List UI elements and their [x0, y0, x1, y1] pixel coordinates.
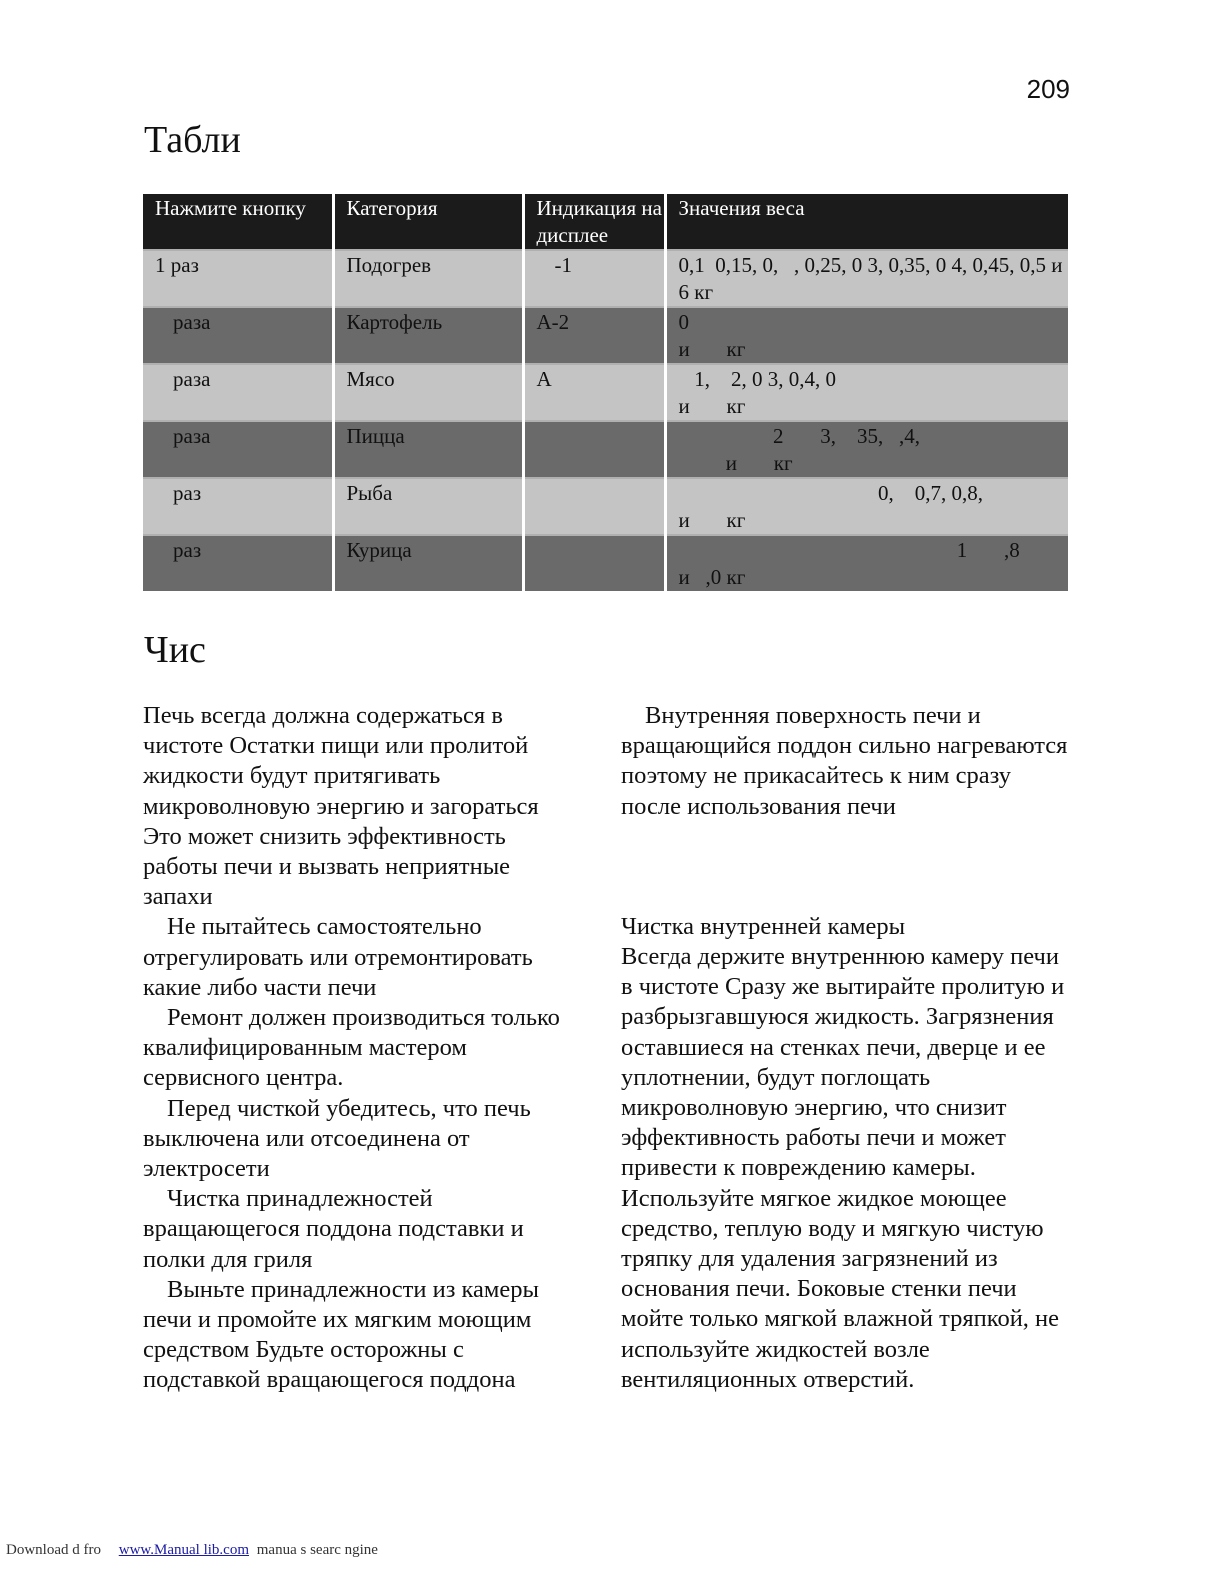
right-text-column: [621, 701, 1071, 1395]
table-row: [143, 250, 1068, 307]
weight-table: [143, 194, 1084, 591]
paragraph: Перед чисткой убедитесь, что печь выключена или отсоединена от электросети: [143, 1094, 531, 1183]
cleaning-section-title: Чис: [144, 629, 206, 671]
header-display: Индикация на дисплее: [523, 194, 665, 250]
header-press-button: Нажмите кнопку: [143, 194, 333, 250]
cell-category: Курица: [333, 535, 523, 591]
table-row: [143, 535, 1068, 591]
footer-prefix: Download d fro: [6, 1542, 101, 1558]
cell-category: Мясо: [333, 364, 523, 421]
table-section-title: Табли: [144, 119, 241, 161]
cell-weights: 0,1 0,15, 0, , 0,25, 0 3, 0,35, 0 4, 0,45, 0,5 и 6 кг: [665, 250, 1068, 307]
footer: [6, 1542, 378, 1559]
table-row: [143, 364, 1068, 421]
cell-category: Рыба: [333, 478, 523, 535]
cell-display: [523, 535, 665, 591]
paragraph: Печь всегда должна содержаться в чистоте Остатки пищи или пролитой жидкости будут притягивать микроволновую энергию и загораться Это может снизить эффективность работы печи и вызвать неприятные запахи: [143, 702, 539, 911]
left-text-column: [143, 701, 583, 1396]
cell-weights: 1, 2, 0 3, 0,4, 0 и кг: [665, 364, 1068, 421]
cell-weights: 0, 0,7, 0,8, и кг: [665, 478, 1068, 535]
cell-press: раза: [143, 364, 333, 421]
cell-press: раз: [143, 478, 333, 535]
paragraph: Не пытайтесь самостоятельно отрегулировать или отремонтировать какие либо части печи: [143, 913, 533, 1001]
cell-category: Пицца: [333, 421, 523, 478]
paragraph: Чистка принадлежностей вращающегося поддона подставки и полки для гриля: [143, 1185, 524, 1273]
footer-link[interactable]: www.Manual lib.com: [118, 1542, 249, 1558]
paragraph: Всегда держите внутреннюю камеру печи в чистоте Сразу же вытирайте пролитую и разбрызгавшуюся жидкость. Загрязнения оставшиеся на стенках печи, дверце и ее уплотнении, будут поглощать микроволновую энергию, что снизит эффективность работы печи и может привести к повреждению камеры. Используйте мягкое жидкое моющее средство, теплую воду и мягкую чистую тряпку для удаления загрязнений из основания печи. Боковые стенки печи мойте только мягкой влажной тряпкой, не используйте жидкостей возле вентиляционных отверстий.: [621, 943, 1065, 1393]
cell-press: 1 раз: [143, 250, 333, 307]
header-weights: Значения веса: [665, 194, 1068, 250]
cell-display: [523, 421, 665, 478]
table-row: [143, 478, 1068, 535]
cell-display: А: [523, 364, 665, 421]
cell-weights: 1 ,8 и ,0 кг: [665, 535, 1068, 591]
table-row: [143, 307, 1068, 364]
table-header-row: [143, 194, 1068, 250]
cell-display: [523, 478, 665, 535]
cell-press: раза: [143, 307, 333, 364]
footer-suffix: manua s searc ngine: [256, 1542, 378, 1558]
paragraph: Ремонт должен производиться только квалифицированным мастером сервисного центра.: [143, 1004, 560, 1092]
cell-press: раз: [143, 535, 333, 591]
subheading: Чистка внутренней камеры: [621, 912, 906, 940]
cell-category: Подогрев: [333, 250, 523, 307]
paragraph: Внутренняя поверхность печи и вращающийся поддон сильно нагреваются поэтому не прикасайтесь к ним сразу после использования печи: [621, 702, 1068, 820]
table-row: [143, 421, 1068, 478]
paragraph: Выньте принадлежности из камеры печи и промойте их мягким моющим средством Будьте осторожны с подставкой вращающегося поддона: [143, 1275, 540, 1394]
header-category: Категория: [333, 194, 523, 250]
cell-press: раза: [143, 421, 333, 478]
cell-display: А-2: [523, 307, 665, 364]
cell-weights: 0 и кг: [665, 307, 1068, 364]
cell-weights: 2 3, 35, ,4, и кг: [665, 421, 1068, 478]
page-number: 209: [1026, 74, 1070, 104]
cell-category: Картофель: [333, 307, 523, 364]
cell-display: -1: [523, 250, 665, 307]
